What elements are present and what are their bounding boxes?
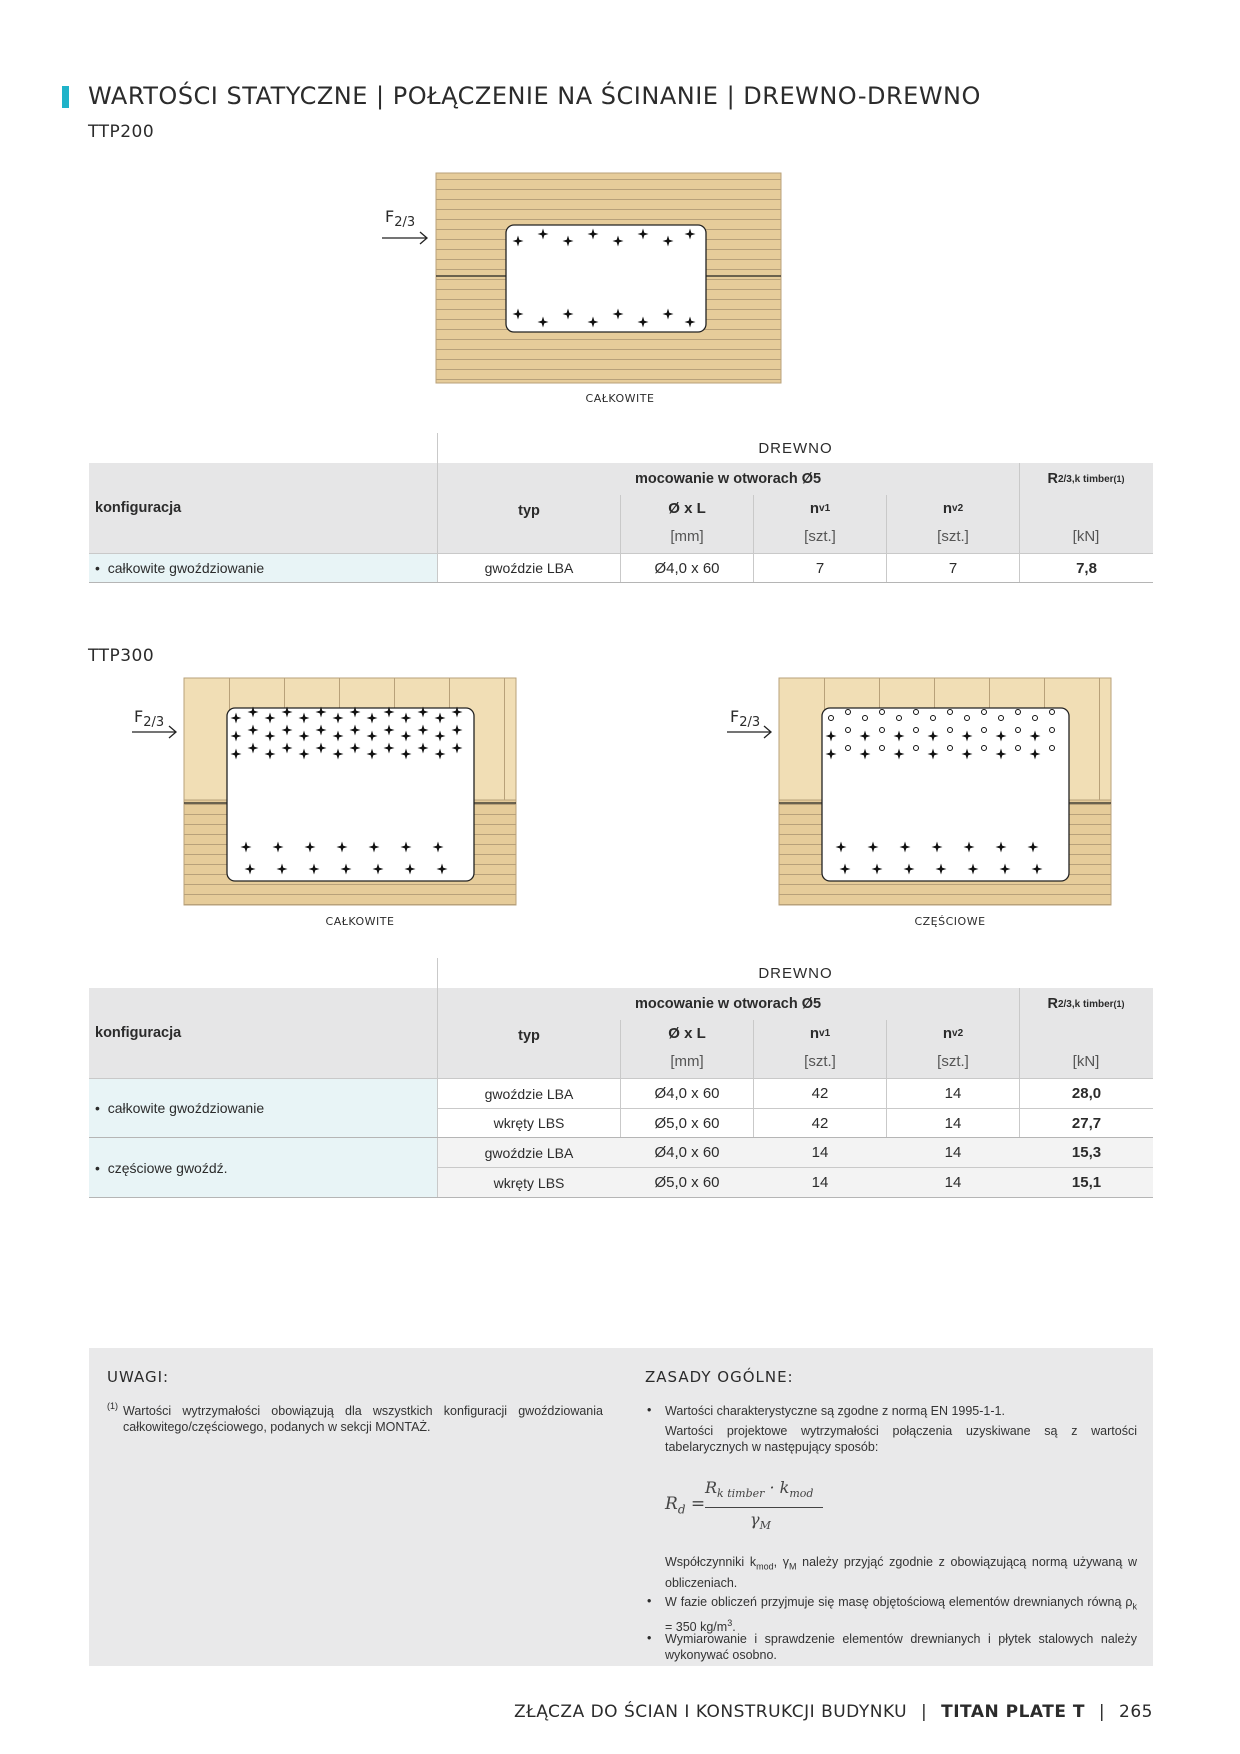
unit-nv2: [szt.] (937, 527, 969, 545)
general-bullet-3: Wymiarowanie i sprawdzenie elementów drewnianych i płytek stalowych należy wykonywać osobno. (665, 1632, 1137, 1662)
table-cell-nv2: 14 (944, 1174, 962, 1191)
ttp300-full-diagram (120, 675, 530, 915)
table-cell-nv1: 14 (811, 1174, 829, 1191)
table-cell-nv2: 7 (948, 559, 958, 577)
table-ttp300 (89, 958, 1153, 1198)
table-cell-dxl: Ø4,0 x 60 (654, 559, 720, 577)
table-ttp200 (89, 433, 1153, 583)
empty-hole-icon (1050, 746, 1055, 751)
empty-hole-icon (948, 710, 953, 715)
empty-hole-icon (982, 710, 987, 715)
table-group-header: DREWNO (758, 964, 833, 982)
general-bullet-1-cont: Wartości projektowe wytrzymałości połączenia uzyskiwane są z wartości tabelarycznych w następujący sposób: (665, 1424, 1137, 1454)
unit-nv1: [szt.] (804, 1052, 836, 1070)
table-cell-r: 15,3 (1071, 1144, 1102, 1161)
empty-hole-icon (846, 710, 851, 715)
empty-hole-icon (880, 710, 885, 715)
nv2-header: n v2 (942, 1024, 964, 1042)
empty-hole-icon (897, 716, 902, 721)
notes-title: UWAGI: (107, 1368, 170, 1386)
table-cell-nv2: 14 (944, 1144, 962, 1161)
table-cell-dxl: Ø4,0 x 60 (654, 1144, 720, 1161)
table-row-config-full: • całkowite gwoździowanie (89, 1079, 437, 1137)
table-cell-nv2: 14 (944, 1085, 962, 1102)
nv1-header: n v1 (809, 1024, 831, 1042)
coefficients-text: Współczynniki $k_{mod}$, $\gamma_M$ należy przyjąć zgodnie z obowiązującą normą używaną w obliczeniach. (665, 1555, 1137, 1590)
nv2-header: n v2 (942, 499, 964, 517)
empty-hole-icon (1016, 746, 1021, 751)
notes-text: Wartości wytrzymałości obowiązują dla wszystkich konfiguracji gwoździowania całkowitego/częściowego, podanych w sekcji MONTAŻ. (123, 1404, 603, 1434)
empty-hole-icon (914, 746, 919, 751)
section-ttp300-label: TTP300 (88, 646, 155, 666)
notes-marker: (1) (107, 1401, 118, 1411)
config-header: konfiguracja (89, 988, 437, 1078)
dxl-header: Ø x L (668, 499, 706, 517)
table-group-header: DREWNO (758, 439, 833, 457)
typ-header: typ (518, 1028, 540, 1044)
table-cell-dxl: Ø5,0 x 60 (654, 1174, 720, 1191)
empty-hole-icon (965, 716, 970, 721)
table-cell-r: 28,0 (1071, 1085, 1102, 1102)
table-cell-r: 27,7 (1071, 1114, 1102, 1132)
section-ttp200-label: TTP200 (88, 122, 155, 142)
table-cell-r: 7,8 (1076, 559, 1097, 577)
table-cell-r: 15,1 (1071, 1174, 1102, 1191)
dxl-header: Ø x L (668, 1024, 706, 1042)
nv1-header: n v1 (809, 499, 831, 517)
table-cell-nv2: 14 (944, 1114, 962, 1132)
empty-hole-icon (863, 716, 868, 721)
general-title: ZASADY OGÓLNE: (645, 1368, 794, 1386)
unit-dxl: [mm] (670, 1052, 704, 1070)
table-cell-typ: gwoździe LBA (484, 560, 574, 576)
ttp300-right-caption: CZĘŚCIOWE (914, 915, 986, 928)
empty-hole-icon (1050, 710, 1055, 715)
title-accent-bar (62, 86, 69, 108)
ttp300-left-force-label: $F_{2/3}$ (134, 707, 165, 731)
ttp300-left-caption: CAŁKOWITE (325, 915, 395, 928)
table-cell-typ: wkręty LBS (493, 1174, 565, 1191)
notes-box: UWAGI: (1) Wartości wytrzymałości obowiązują dla wszystkich konfiguracji gwoździowania całkowitego/częściowego, podanych w sekcji MONTAŻ. ZASADY OGÓLNE: • Wartości charakterystyczne są zgodne z normą EN 1995-1-1. Wartości projektowe wytrzymałości połączenia uzyskiwane są z wartości tabelarycznych w następujący sposób: $R_d$ = $R_{k timber} \cdot k_{mod}$ $\gamma_M$ Współczynniki $k_{mod}$, $\gamma_M$ należy przyjąć zgodnie z obowiązującą normą używaną w obliczeniach. • W fazie obliczeń przyjmuje się masę objętościową elementów drewnianych równą $\rho_k = 350$ $kg/m^3$. • Wymiarowanie i sprawdzenie elementów drewnianych i płytek stalowych należy wykonywać osobno. (89, 1348, 1153, 1666)
empty-hole-icon (846, 728, 851, 733)
table-cell-dxl: Ø4,0 x 60 (654, 1085, 720, 1102)
table-cell-dxl: Ø5,0 x 60 (654, 1114, 720, 1132)
empty-hole-icon (914, 728, 919, 733)
table-cell-typ: gwoździe LBA (484, 1144, 574, 1161)
general-bullet-1: Wartości charakterystyczne są zgodne z normą EN 1995-1-1. (665, 1404, 1005, 1418)
config-header: konfiguracja (89, 463, 437, 553)
empty-hole-icon (999, 716, 1004, 721)
empty-hole-icon (931, 716, 936, 721)
general-bullet-2: W fazie obliczeń przyjmuje się masę objętościową elementów drewnianych równą $\rho_k = 350$ $kg/m^3$. (665, 1595, 1137, 1634)
fixing-header: mocowanie w otworach Ø5 (634, 996, 822, 1012)
unit-nv2: [szt.] (937, 1052, 969, 1070)
empty-hole-icon (1016, 728, 1021, 733)
ttp200-caption: CAŁKOWITE (585, 392, 655, 405)
design-formula: $R_d$ = $R_{k timber} \cdot k_{mod}$ $\gamma_M$ (665, 1478, 825, 1538)
table-row-config-partial: • częściowe gwoźdź. (89, 1138, 437, 1197)
empty-hole-icon (914, 710, 919, 715)
empty-hole-icon (982, 728, 987, 733)
table-row-config: • całkowite gwoździowanie (89, 554, 437, 582)
page-title: WARTOŚCI STATYCZNE | POŁĄCZENIE NA ŚCINANIE | DREWNO-DREWNO (88, 82, 981, 110)
fixing-header: mocowanie w otworach Ø5 (634, 471, 822, 487)
empty-hole-icon (948, 728, 953, 733)
table-cell-typ: wkręty LBS (493, 1115, 565, 1131)
ttp300-partial-diagram (715, 675, 1125, 915)
table-cell-nv1: 7 (815, 559, 825, 577)
ttp200-diagram (380, 170, 800, 395)
r-header: R 2/3,k timber (1) (1047, 996, 1125, 1012)
empty-hole-icon (1016, 710, 1021, 715)
table-cell-nv1: 42 (811, 1085, 829, 1102)
empty-hole-icon (829, 716, 834, 721)
unit-r: [kN] (1072, 527, 1100, 545)
empty-hole-icon (880, 746, 885, 751)
unit-r: [kN] (1072, 1052, 1100, 1070)
unit-nv1: [szt.] (804, 527, 836, 545)
ttp200-force-label: $F_{2/3}$ (385, 207, 416, 231)
empty-hole-icon (880, 728, 885, 733)
table-cell-nv1: 14 (811, 1144, 829, 1161)
empty-hole-icon (948, 746, 953, 751)
empty-hole-icon (982, 746, 987, 751)
ttp300-right-force-label: $F_{2/3}$ (730, 707, 761, 731)
table-cell-typ: gwoździe LBA (484, 1085, 574, 1102)
empty-hole-icon (846, 746, 851, 751)
unit-dxl: [mm] (670, 527, 704, 545)
r-header: R 2/3,k timber (1) (1047, 471, 1125, 487)
table-cell-nv1: 42 (811, 1114, 829, 1132)
empty-hole-icon (1050, 728, 1055, 733)
typ-header: typ (518, 503, 540, 519)
empty-hole-icon (1033, 716, 1038, 721)
page-footer: ZŁĄCZA DO ŚCIAN I KONSTRUKCJI BUDYNKU | TITAN PLATE T | 265 (514, 1702, 1153, 1722)
